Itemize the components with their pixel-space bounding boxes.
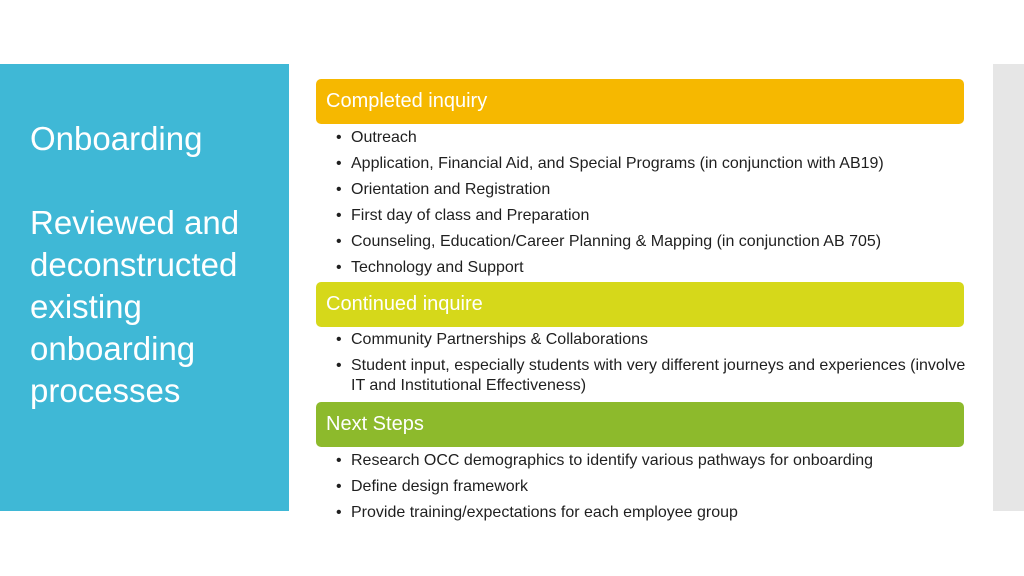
list-item-text: Counseling, Education/Career Planning & Mapping (in conjunction AB 705) (351, 233, 882, 250)
list-item (336, 232, 966, 252)
list-item (336, 503, 966, 523)
bullet-icon: • (336, 331, 342, 348)
list-item (336, 330, 966, 350)
list-item-text: Research OCC demographics to identify various pathways for onboarding (351, 452, 874, 469)
list-item (336, 356, 966, 396)
bullet-icon: • (336, 155, 342, 172)
slide-title: Onboarding (30, 120, 203, 157)
list-item (336, 128, 966, 148)
list-item-text: Define design framework (351, 478, 528, 495)
list-item-text: Technology and Support (351, 259, 524, 276)
list-item-text: Community Partnerships & Collaborations (351, 331, 649, 348)
bullet-icon: • (336, 233, 342, 250)
bullet-icon: • (336, 452, 342, 469)
list-item (336, 477, 966, 497)
list-item-text: Outreach (351, 129, 417, 146)
bullet-icon: • (336, 259, 342, 276)
list-item-text: Application, Financial Aid, and Special Programs (in conjunction with AB19) (351, 155, 884, 172)
list-item-text: Provide training/expectations for each employee group (351, 504, 738, 521)
section-header-completed-inquiry: Completed inquiry (316, 79, 964, 124)
list-item (336, 206, 966, 226)
list-item (336, 451, 966, 471)
bullet-icon: • (336, 478, 342, 495)
bullet-icon: • (336, 357, 342, 374)
bullet-icon: • (336, 207, 342, 224)
list-item-text: First day of class and Preparation (351, 207, 590, 224)
completed-inquiry-list (336, 128, 966, 284)
list-item-text: Orientation and Registration (351, 181, 551, 198)
section-header-next-steps: Next Steps (316, 402, 964, 447)
bullet-icon: • (336, 129, 342, 146)
bullet-icon: • (336, 181, 342, 198)
list-item (336, 258, 966, 278)
bullet-icon: • (336, 504, 342, 521)
section-header-continued-inquire: Continued inquire (316, 282, 964, 327)
next-steps-list (336, 451, 966, 529)
list-item (336, 154, 966, 174)
right-edge-strip (993, 64, 1024, 511)
slide-subtitle: Reviewed and deconstructed existing onboarding processes (30, 204, 240, 409)
list-item-text: Student input, especially students with very different journeys and experiences (involve IT and Institutional Effectiveness) (351, 357, 966, 394)
continued-inquire-list (336, 330, 966, 402)
list-item (336, 180, 966, 200)
